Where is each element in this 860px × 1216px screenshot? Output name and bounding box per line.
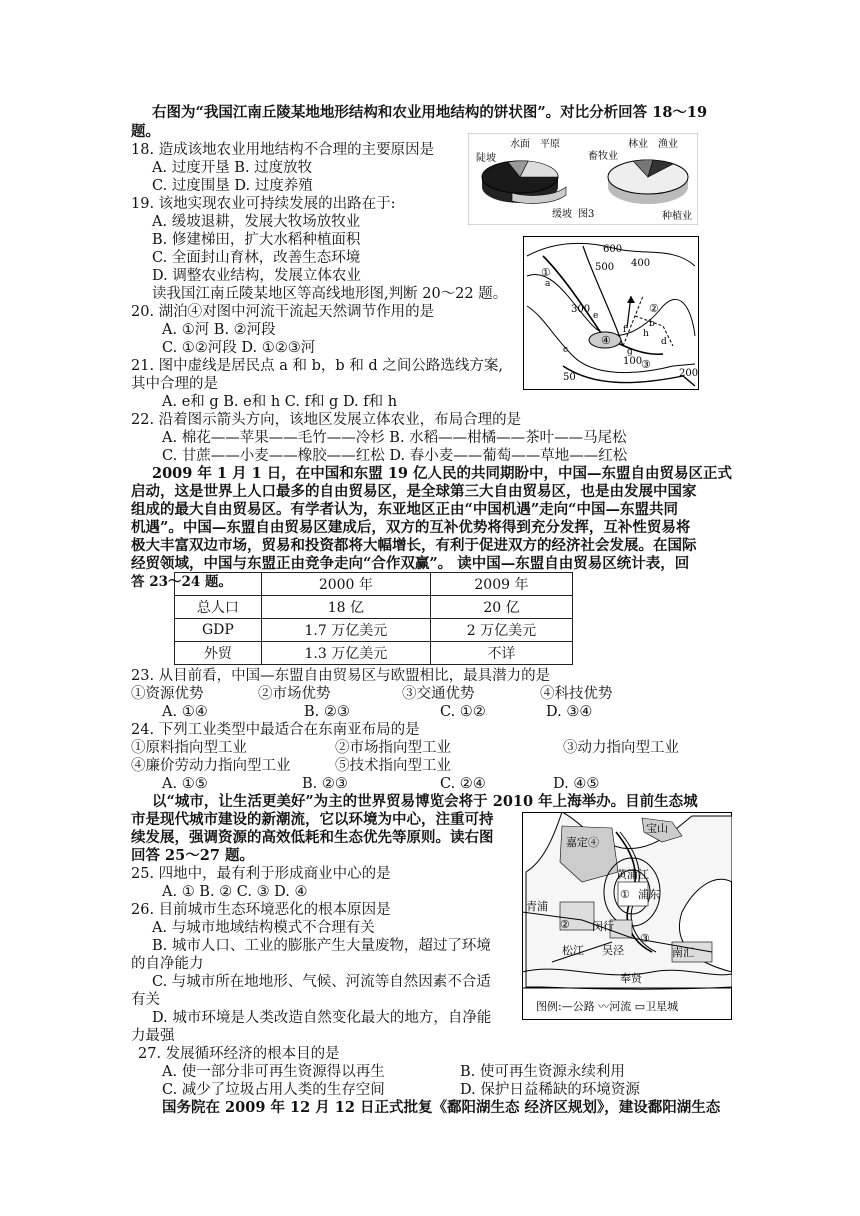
map-label-wujing: 吴泾 <box>602 944 624 957</box>
map-label-songjiang: 松江 <box>562 944 584 957</box>
q27-stem: 27. 发展循环经济的根本目的是 <box>138 1046 340 1062</box>
expo-passage-line2: 市是现代城市建设的新潮流，它以环境为中心，注重可持 <box>131 811 494 828</box>
q25-stem: 25. 四地中，最有利于形成商业中心的是 <box>131 866 391 882</box>
pie-figure-number: 图3 <box>578 209 595 220</box>
q26-stem: 26. 目前城市生态环境恶化的根本原因是 <box>131 902 391 918</box>
point-h: h <box>643 329 649 339</box>
q20-options-1: A. ①河 B. ②河段 <box>162 322 276 338</box>
q18-stem: 18. 造成该地农业用地结构不合理的主要原因是 <box>131 142 435 158</box>
map-label-point-3: ③ <box>640 932 650 945</box>
map-label-nanhui: 南汇 <box>672 946 694 959</box>
q23-option-c: C. ①② <box>440 704 486 720</box>
contour-label-200: 200 <box>679 368 699 379</box>
q20-options-2: C. ①②河段 D. ①②③河 <box>162 340 316 356</box>
table-cell: 2 万亿美元 <box>430 619 572 642</box>
contour-label-600: 600 <box>603 244 623 255</box>
table-header-cell: 2009 年 <box>430 573 572 596</box>
pie-label-gentle-slope: 缓坡 <box>552 209 572 220</box>
map-label-point-1: ① <box>620 888 630 901</box>
contour-label-300: 300 <box>571 304 591 315</box>
point-b: b <box>649 319 655 329</box>
q21-stem-2: 其中合理的是 <box>131 376 218 392</box>
table-cell: 总人口 <box>175 596 262 619</box>
q22-stem: 22. 沿着图示箭头方向，该地区发展立体农业，布局合理的是 <box>131 412 522 428</box>
land-use-pie-figure <box>468 133 698 225</box>
q24-option-a: A. ①⑤ <box>162 776 208 792</box>
table-cell: 20 亿 <box>430 596 572 619</box>
q24-item-4: ④廉价劳动力指向型工业 <box>131 758 291 774</box>
q19-option-b: B. 修建梯田，扩大水稻种植面积 <box>152 232 361 248</box>
q19-option-a: A. 缓坡退耕，发展大牧场放牧业 <box>152 214 361 230</box>
pie-label-steep-slope: 陡坡 <box>476 153 496 164</box>
pie-label-fishery: 渔业 <box>658 139 678 150</box>
q26-option-c-line2: 有关 <box>131 992 160 1008</box>
map-legend: 图例:—公路 〰河流 ▭卫星城 <box>536 1000 679 1013</box>
point-f: f <box>623 325 627 335</box>
table-cell: GDP <box>175 619 262 642</box>
point-e: e <box>593 311 599 321</box>
river-label-1: ① <box>541 266 551 279</box>
map-label-huangpu-river: 黄浦江 <box>616 868 649 881</box>
closing-passage: 国务院在 2009 年 12 月 12 日正式批复《鄱阳湖生态 经济区规划》，建设鄱阳湖生态 <box>162 1099 721 1116</box>
q26-option-a: A. 与城市地域结构模式不合理有关 <box>152 920 375 936</box>
q18-options-1: A. 过度开垦 B. 过度放牧 <box>152 160 313 176</box>
q18-options-2: C. 过度围垦 D. 过度养殖 <box>152 178 313 194</box>
lake-label-4: ④ <box>601 334 611 347</box>
q26-option-b-line1: B. 城市人口、工业的膨胀产生大量废物，超过了环境 <box>152 938 491 954</box>
contour-label-100: 100 <box>623 356 643 367</box>
q24-item-1: ①原料指向型工业 <box>131 740 247 756</box>
q23-item-2: ②市场优势 <box>258 686 331 702</box>
shanghai-map-figure <box>522 812 732 1020</box>
contour-label-50: 50 <box>563 372 576 383</box>
pie-label-cropping: 种植业 <box>662 211 692 222</box>
q27-option-c: C. 减少了垃圾占用人类的生存空间 <box>162 1082 385 1098</box>
q27-option-a: A. 使一部分非可再生资源得以再生 <box>162 1064 385 1080</box>
table-row <box>175 619 573 642</box>
q24-option-b: B. ②③ <box>302 776 348 792</box>
map-label-point-2: ② <box>560 918 570 931</box>
map-label-jiading: 嘉定④ <box>566 836 599 849</box>
q24-option-d: D. ④⑤ <box>553 776 600 792</box>
q23-option-b: B. ②③ <box>304 704 350 720</box>
river-label-2: ② <box>649 302 659 315</box>
q24-item-3: ③动力指向型工业 <box>563 740 679 756</box>
river-label-3: ③ <box>641 358 651 371</box>
q27-option-b: B. 使可再生资源永续利用 <box>460 1064 625 1080</box>
table-row <box>175 596 573 619</box>
intro-18-19-line2: 题。 <box>131 123 160 140</box>
point-c: c <box>563 345 569 355</box>
table-cell: 外贸 <box>175 642 262 665</box>
table-header-cell: 2000 年 <box>261 573 430 596</box>
pie-label-livestock: 畜牧业 <box>588 151 618 162</box>
point-a: a <box>545 279 551 289</box>
q26-option-b-line2: 的自净能力 <box>131 956 204 972</box>
intro-20-22: 读我国江南丘陵某地区等高线地形图,判断 20～22 题。 <box>152 286 508 302</box>
expo-passage-line3: 续发展，强调资源的高效低耗和生态优先等原则。读右图 <box>131 829 494 846</box>
table-cell: 1.3 万亿美元 <box>261 642 430 665</box>
contour-map-figure <box>523 236 699 390</box>
map-label-minhang: 闵行 <box>592 920 614 933</box>
expo-passage-line4: 回答 25～27 题。 <box>131 847 254 864</box>
intro-18-19-line1: 右图为“我国江南丘陵某地地形结构和农业用地结构的饼状图”。对比分析回答 18～19 <box>152 104 708 121</box>
q23-stem: 23. 从目前看，中国—东盟自由贸易区与欧盟相比，最具潜力的是 <box>131 668 551 684</box>
table-header-row <box>175 573 573 596</box>
fta-passage-line7: 答 23～24 题。 <box>131 574 232 590</box>
fta-passage-line5: 极大丰富双边市场，贸易和投资都将大幅增长，有利于促进双方的经济社会发展。在国际 <box>131 537 697 554</box>
pie-label-forestry: 林业 <box>628 139 648 150</box>
q23-option-d: D. ③④ <box>546 704 593 720</box>
q23-item-4: ④科技优势 <box>540 686 613 702</box>
q27-option-d: D. 保护日益稀缺的环境资源 <box>460 1082 640 1098</box>
table-cell: 18 亿 <box>261 596 430 619</box>
fta-passage-line2: 启动，这是世界上人口最多的自由贸易区，是全球第三大自由贸易区，也是由发展中国家 <box>131 483 697 500</box>
q22-options-2: C. 甘蔗——小麦——橡胶——红松 D. 春小麦——葡萄——草地——红松 <box>162 448 628 464</box>
pie-label-water: 水面 <box>510 139 530 150</box>
pie-label-plain: 平原 <box>540 139 560 150</box>
table-header-cell <box>175 573 262 596</box>
q23-item-1: ①资源优势 <box>131 686 204 702</box>
fta-passage-line3: 组成的最大自由贸易区。有学者认为，东亚地区正由“中国机遇”走向“中国—东盟共同 <box>131 501 679 518</box>
q20-stem: 20. 湖泊④对图中河流干流起天然调节作用的是 <box>131 304 435 320</box>
contour-label-400: 400 <box>631 258 651 269</box>
q24-stem: 24. 下列工业类型中最适合在东南亚布局的是 <box>131 722 420 738</box>
q25-options: A. ① B. ② C. ③ D. ④ <box>162 884 308 900</box>
map-label-pudong: 浦东 <box>638 888 660 901</box>
q19-option-d: D. 调整农业结构，发展立体农业 <box>152 268 361 284</box>
table-row <box>175 642 573 665</box>
fta-passage-line4: 机遇”。中国—东盟自由贸易区建成后，双方的互补优势将得到充分发挥，互补性贸易将 <box>131 519 691 536</box>
q24-option-c: C. ②④ <box>440 776 486 792</box>
q26-option-c-line1: C. 与城市所在地地形、气候、河流等自然因素不合适 <box>152 974 491 990</box>
table-cell: 不详 <box>430 642 572 665</box>
map-label-fengxian: 奉贤 <box>620 972 642 985</box>
expo-passage-line1: 以“城市，让生活更美好”为主的世界贸易博览会将于 2010 年上海举办。目前生态城 <box>152 793 698 810</box>
fta-statistics-table <box>174 572 573 665</box>
contour-label-500: 500 <box>595 262 615 273</box>
q26-option-d-line2: 力最强 <box>131 1028 175 1044</box>
q22-options-1: A. 棉花——苹果——毛竹——冷杉 B. 水稻——柑橘——茶叶——马尾松 <box>162 430 627 446</box>
q19-stem: 19. 该地实现农业可持续发展的出路在于: <box>131 196 396 212</box>
q23-option-a: A. ①④ <box>162 704 208 720</box>
point-d: d <box>661 337 667 347</box>
q21-stem-1: 21. 图中虚线是居民点 a 和 b，b 和 d 之间公路选线方案, <box>131 358 503 374</box>
q26-option-d-line1: D. 城市环境是人类改造自然变化最大的地方，自净能 <box>152 1010 492 1026</box>
map-label-qingpu: 青浦 <box>526 900 548 913</box>
fta-passage-line6: 经贸领域，中国与东盟正由竞争走向“合作双赢”。 读中国—东盟自由贸易区统计表，回 <box>131 555 690 572</box>
point-g: g <box>627 347 633 357</box>
q24-item-5: ⑤技术指向型工业 <box>335 758 451 774</box>
q19-option-c: C. 全面封山育林，改善生态环境 <box>152 250 361 266</box>
q24-item-2: ②市场指向型工业 <box>335 740 451 756</box>
q21-options: A. e和 g B. e和 h C. f和 g D. f和 h <box>162 394 398 410</box>
map-label-baoshan: 宝山 <box>646 822 668 835</box>
q23-item-3: ③交通优势 <box>402 686 475 702</box>
fta-passage-line1: 2009 年 1 月 1 日，在中国和东盟 19 亿人民的共同期盼中，中国—东盟自由贸易区正式 <box>152 465 733 482</box>
table-cell: 1.7 万亿美元 <box>261 619 430 642</box>
